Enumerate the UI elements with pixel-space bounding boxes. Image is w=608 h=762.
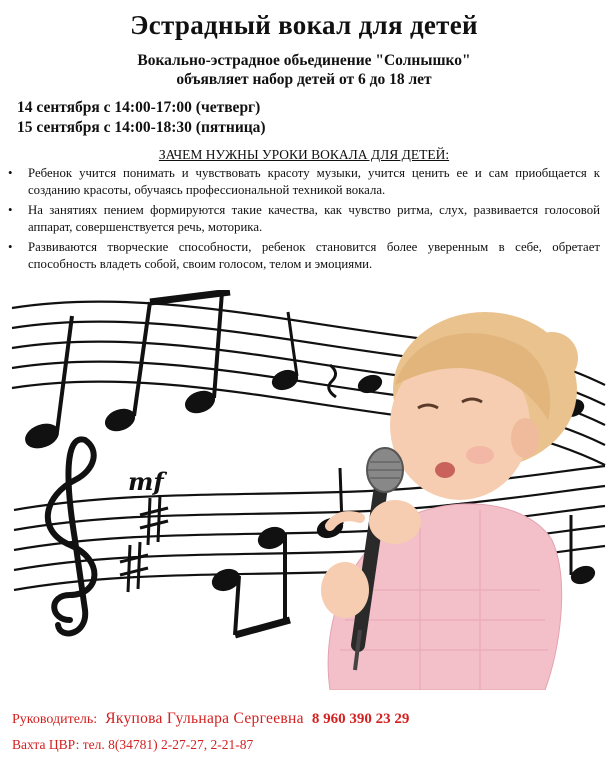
list-item: • На занятиях пением формируются такие качества, как чувство ритма, слух, развивается голосовой аппарат, совершенствуется речь, моторика. <box>8 202 600 236</box>
dynamic-mark: mf <box>128 467 164 496</box>
subtitle-enrollment: объявляет набор детей от 6 до 18 лет <box>176 71 432 88</box>
music-notes-upper <box>22 292 384 452</box>
treble-clef-icon <box>48 439 95 633</box>
child-singer <box>321 312 578 690</box>
leader-name: Якупова Гульнара Сергеевна <box>105 710 304 727</box>
subtitle-organization: Вокально-эстрадное обьединение "Солнышко" <box>137 52 471 69</box>
list-item: • Ребенок учится понимать и чувствовать красоту музыки, учится ценить ее и сам приобщается к созданию красоты, обучаясь профессиональной техникой вокала. <box>8 165 600 199</box>
schedule-line: 14 сентября с 14:00-17:00 (четверг) <box>17 99 261 116</box>
reasons-list <box>8 165 600 276</box>
schedule-line: 15 сентября с 14:00-18:30 (пятница) <box>17 119 266 136</box>
leader-label: Руководитель: <box>12 712 98 727</box>
page-title: Эстрадный вокал для детей <box>130 10 478 40</box>
section-heading: ЗАЧЕМ НУЖНЫ УРОКИ ВОКАЛА ДЛЯ ДЕТЕЙ: <box>158 147 450 162</box>
contact-info: Вахта ЦВР: тел. 8(34781) 2-27-27, 2-21-87 <box>12 737 254 752</box>
illustration <box>0 290 608 690</box>
list-item: • Развиваются творческие способности, ребенок становится более уверенным в себе, обретает способность владеть собой, своим голосом, телом и эмоциями. <box>8 239 600 273</box>
leader-info <box>12 710 409 728</box>
leader-phone: 8 960 390 23 29 <box>311 711 410 727</box>
